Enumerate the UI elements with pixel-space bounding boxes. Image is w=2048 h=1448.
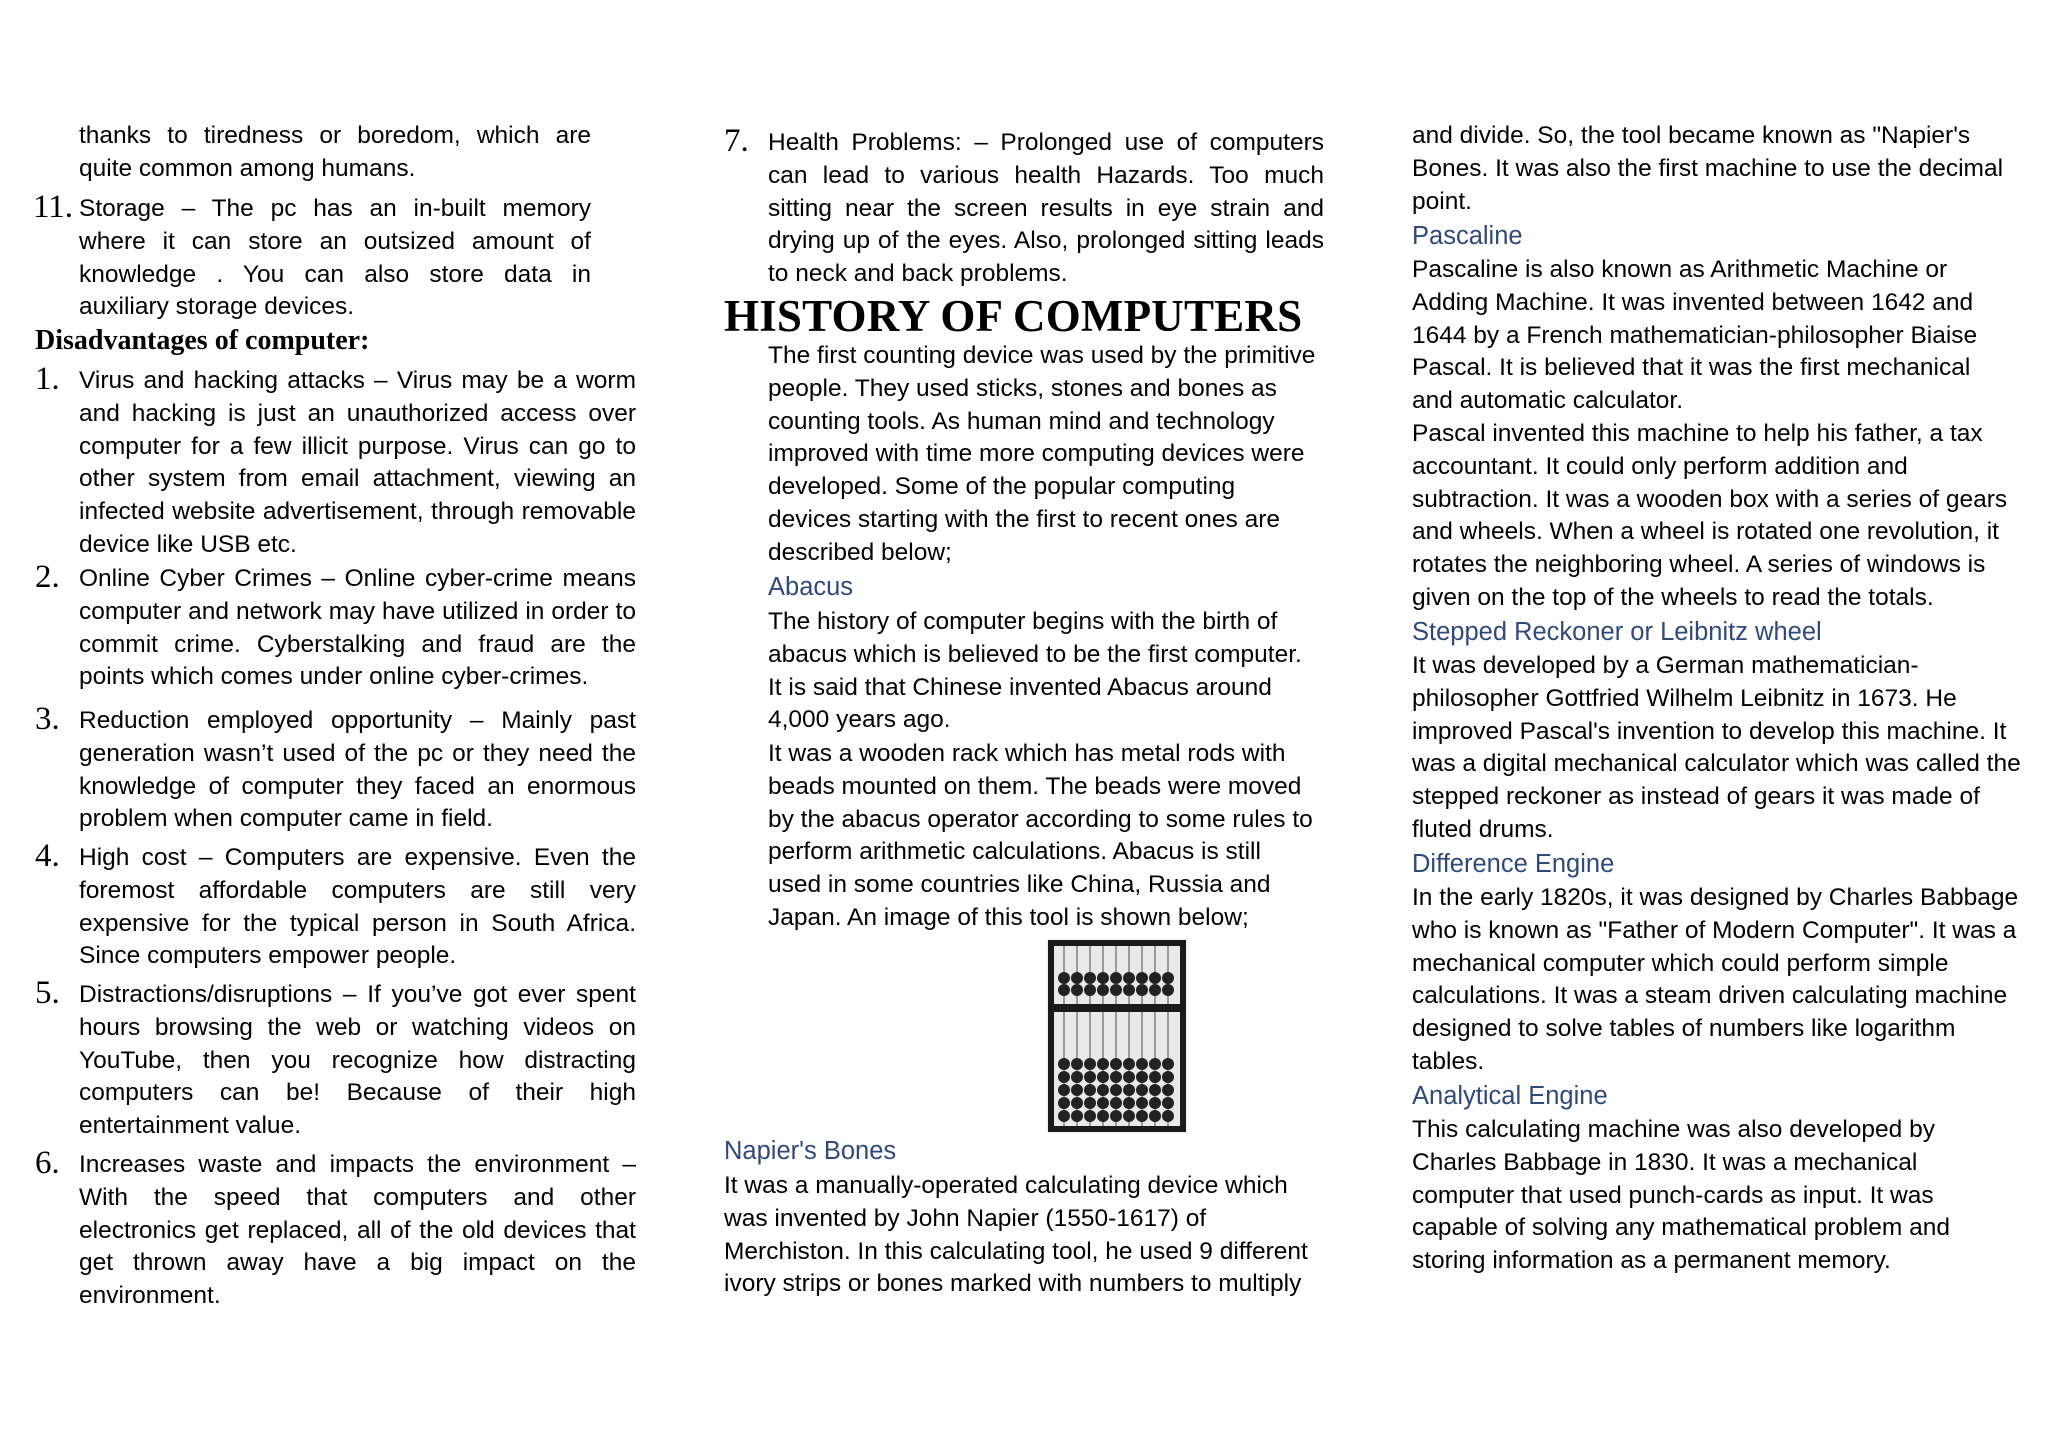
item-number: 3. xyxy=(35,701,60,737)
item-text: Increases waste and impacts the environment – With the speed that computers and other electronics get replaced, all of the old devices that get thrown away have a big impact on the environment. xyxy=(79,1151,636,1310)
item-text: Distractions/disruptions – If you’ve got ever spent hours browsing the web or watching videos on YouTube, then you recognize how distracting computers can be! Because of their high entertainment value. xyxy=(79,981,636,1140)
difference-engine-heading: Difference Engine xyxy=(1412,850,1615,878)
leibniz-paragraph-1: It was developed by a German mathematician-philosopher Gottfried Wilhelm Leibnitz in 1673. He improved Pascal's invention to develop this machine. It was a digital mechanical calculator which was called the stepped reckoner as instead of gears it was made of fluted drums. xyxy=(1412,652,2021,843)
abacus-paragraph-1: The history of computer begins with the birth of abacus which is believed to be the first computer. It is said that Chinese invented Abacus around 4,000 years ago. xyxy=(768,608,1302,734)
analytical-engine-heading: Analytical Engine xyxy=(1412,1082,1608,1110)
disadvantage-item-4 xyxy=(35,838,636,973)
item-text: High cost – Computers are expensive. Even the foremost affordable computers are still very expensive for the typical person in South Africa. Since computers empower people. xyxy=(79,844,636,970)
item-text: Storage – The pc has an in-built memory where it can store an outsized amount of knowledge . You can also store data in auxiliary storage devices. xyxy=(79,195,591,321)
item-number: 7. xyxy=(724,123,749,159)
item-number: 2. xyxy=(35,559,60,595)
pascaline-paragraph-1: Pascaline is also known as Arithmetic Machine or Adding Machine. It was invented between 1642 and 1644 by a French mathematician-philosopher Biaise Pascal. It is believed that it was the first mechanical and automatic calculator. xyxy=(1412,256,1978,415)
napier-heading: Napier's Bones xyxy=(724,1137,897,1165)
analytical-engine-paragraph: This calculating machine was also developed by Charles Babbage in 1830. It was a mechanical computer that used punch-cards as input. It was capable of solving any mathematical problem and storing information as a permanent memory. xyxy=(1412,1116,1950,1275)
abacus-paragraph-2: It was a wooden rack which has metal rods with beads mounted on them. The beads were moved by the abacus operator according to some rules to perform arithmetic calculations. Abacus is still used in some countries like China, Russia and Japan. An image of this tool is shown below; xyxy=(768,740,1313,931)
disadvantage-item-5 xyxy=(35,975,636,1143)
continuation-text: thanks to tiredness or boredom, which are quite common among humans. xyxy=(79,122,591,182)
item-number: 4. xyxy=(35,838,60,874)
item-text: Online Cyber Crimes – Online cyber-crime means computer and network may have utilized in order to commit crime. Cyberstalking and fraud are the points which comes under online cyber-crimes. xyxy=(79,565,636,691)
item-number: 6. xyxy=(35,1145,60,1181)
leibniz-heading: Stepped Reckoner or Leibnitz wheel xyxy=(1412,618,1822,646)
abacus-icon xyxy=(1046,938,1188,1134)
item-number: 1. xyxy=(35,361,60,397)
disadvantage-item-6 xyxy=(35,1145,636,1313)
abacus-image xyxy=(1046,938,1188,1134)
pascaline-paragraph-2: Pascal invented this machine to help his father, a tax accountant. It could only perform addition and subtraction. It was a wooden box with a series of gears and wheels. When a wheel is rotated one revolution, it rotates the neighboring wheel. A series of windows is given on the top of the wheels to read the totals. xyxy=(1412,420,2008,611)
history-intro: The first counting device was used by the primitive people. They used sticks, stones and bones as counting tools. As human mind and technology improved with time more computing devices were developed. Some of the popular computing devices starting with the first to recent ones are described below; xyxy=(768,342,1316,566)
item-text: Health Problems: – Prolonged use of computers can lead to various health Hazards. Too much sitting near the screen results in eye strain and drying up of the eyes. Also, prolonged sitting leads to neck and back problems. xyxy=(768,129,1324,288)
difference-engine-paragraph: In the early 1820s, it was designed by Charles Babbage who is known as "Father of Modern Computer". It was a mechanical computer which could perform simple calculations. It was a steam driven calculating machine designed to solve tables of numbers like logarithm tables. xyxy=(1412,884,2019,1075)
disadvantage-item-2 xyxy=(35,559,636,694)
disadvantage-item-1 xyxy=(35,361,636,562)
page-title: HISTORY OF COMPUTERS xyxy=(724,291,1303,341)
napier-continuation: and divide. So, the tool became known as "Napier's Bones. It was also the first machine to use the decimal point. xyxy=(1412,122,2004,215)
advantage-item-11 xyxy=(33,189,591,324)
item-text: Virus and hacking attacks – Virus may be a worm and hacking is just an unauthorized access over computer for a few illicit purpose. Virus can go to other system from email attachment, viewing an infected website advertisement, through removable device like USB etc. xyxy=(79,367,636,558)
item-number: 5. xyxy=(35,975,60,1011)
disadvantage-item-7 xyxy=(724,123,1324,291)
item-number: 11. xyxy=(33,189,74,225)
napier-paragraph-1: It was a manually-operated calculating device which was invented by John Napier (1550-1617) of Merchiston. In this calculating tool, he used 9 different ivory strips or bones marked with numbers to multiply xyxy=(724,1172,1308,1298)
disadvantage-item-3 xyxy=(35,701,636,836)
disadvantages-heading: Disadvantages of computer: xyxy=(35,325,370,356)
item-text: Reduction employed opportunity – Mainly past generation wasn’t used of the pc or they need the knowledge of computer they faced an enormous problem when computer came in field. xyxy=(79,707,636,833)
abacus-heading: Abacus xyxy=(768,573,854,601)
pascaline-heading: Pascaline xyxy=(1412,222,1523,250)
